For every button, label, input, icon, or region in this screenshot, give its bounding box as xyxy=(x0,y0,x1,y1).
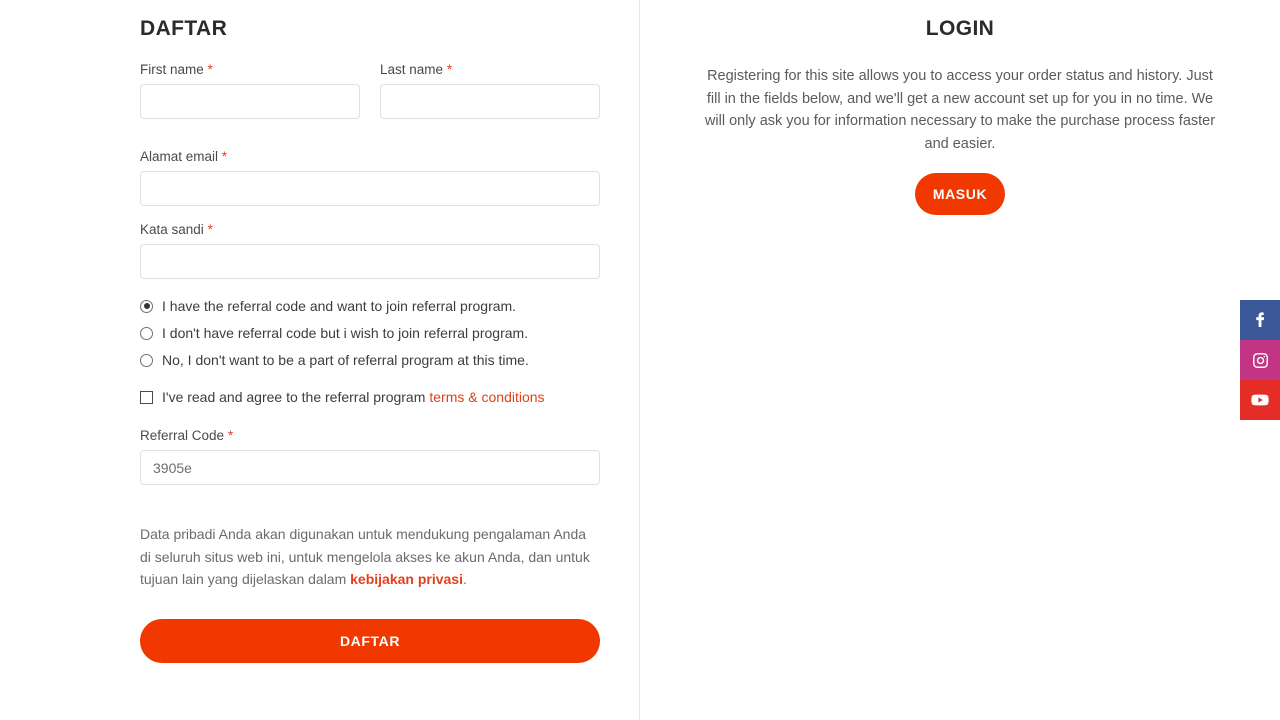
register-form xyxy=(140,62,600,663)
name-row xyxy=(140,62,600,133)
referral-options-group xyxy=(140,297,600,369)
first-name-label xyxy=(140,62,360,78)
last-name-input[interactable] xyxy=(380,84,600,119)
first-name-label-text: First name xyxy=(140,62,204,77)
last-name-label-text: Last name xyxy=(380,62,444,77)
referral-code-input[interactable] xyxy=(140,450,600,485)
referral-code-label xyxy=(140,428,600,444)
privacy-note xyxy=(140,523,595,591)
password-input[interactable] xyxy=(140,244,600,279)
referral-code-field-group xyxy=(140,428,600,485)
login-button-wrapper xyxy=(640,173,1280,215)
checkbox-icon[interactable] xyxy=(140,391,153,404)
youtube-icon[interactable] xyxy=(1240,380,1280,420)
facebook-icon[interactable] xyxy=(1240,300,1280,340)
privacy-policy-link[interactable]: kebijakan privasi xyxy=(350,571,463,587)
referral-option-label: No, I don't want to be a part of referral program at this time. xyxy=(162,352,529,368)
login-description: Registering for this site allows you to access your order status and history. Just fill in the fields below, and we'll get a new account set up for you in no time. We will only ask you for information necessary to make the purchase process faster and easier. xyxy=(704,68,1216,152)
terms-agree-row[interactable] xyxy=(140,388,600,406)
email-label-text: Alamat email xyxy=(140,149,219,164)
required-marker: * xyxy=(446,62,453,77)
privacy-note-text: Data pribadi Anda akan digunakan untuk mendukung pengalaman Anda di seluruh situs web ini, untuk mengelola akses ke akun Anda, dan untuk tujuan lain yang dijelaskan dalam xyxy=(140,526,590,587)
referral-option-decline[interactable] xyxy=(140,351,600,369)
password-label xyxy=(140,222,600,238)
password-field-group xyxy=(140,222,600,279)
page-title-login: LOGIN xyxy=(925,17,995,40)
login-button[interactable]: MASUK xyxy=(915,173,1005,215)
referral-option-label: I don't have referral code but i wish to join referral program. xyxy=(162,325,529,341)
required-marker: * xyxy=(207,222,213,237)
referral-option-have-code[interactable] xyxy=(140,297,600,315)
last-name-label xyxy=(380,62,600,78)
instagram-icon[interactable] xyxy=(1240,340,1280,380)
required-marker: * xyxy=(221,149,228,164)
email-input[interactable] xyxy=(140,171,600,206)
required-marker: * xyxy=(207,62,213,77)
radio-icon[interactable] xyxy=(140,300,153,313)
password-label-text: Kata sandi xyxy=(140,222,204,237)
referral-code-label-text: Referral Code xyxy=(140,428,225,443)
email-label xyxy=(140,149,600,165)
radio-icon[interactable] xyxy=(140,354,153,367)
required-marker: * xyxy=(227,428,234,443)
register-submit-button[interactable]: DAFTAR xyxy=(140,619,600,663)
login-column xyxy=(640,0,1280,720)
privacy-note-suffix: . xyxy=(462,571,467,587)
social-sidebar xyxy=(1240,300,1280,420)
terms-agree-text: I've read and agree to the referral program xyxy=(162,389,426,405)
first-name-input[interactable] xyxy=(140,84,360,119)
page-title-daftar: DAFTAR xyxy=(140,17,228,40)
referral-option-label: I have the referral code and want to join referral program. xyxy=(162,298,517,314)
first-name-field-group xyxy=(140,62,360,119)
terms-and-conditions-link[interactable]: terms & conditions xyxy=(429,389,545,405)
last-name-field-group xyxy=(380,62,600,119)
email-field-group xyxy=(140,149,600,206)
referral-option-no-code-wish-join[interactable] xyxy=(140,324,600,342)
radio-icon[interactable] xyxy=(140,327,153,340)
